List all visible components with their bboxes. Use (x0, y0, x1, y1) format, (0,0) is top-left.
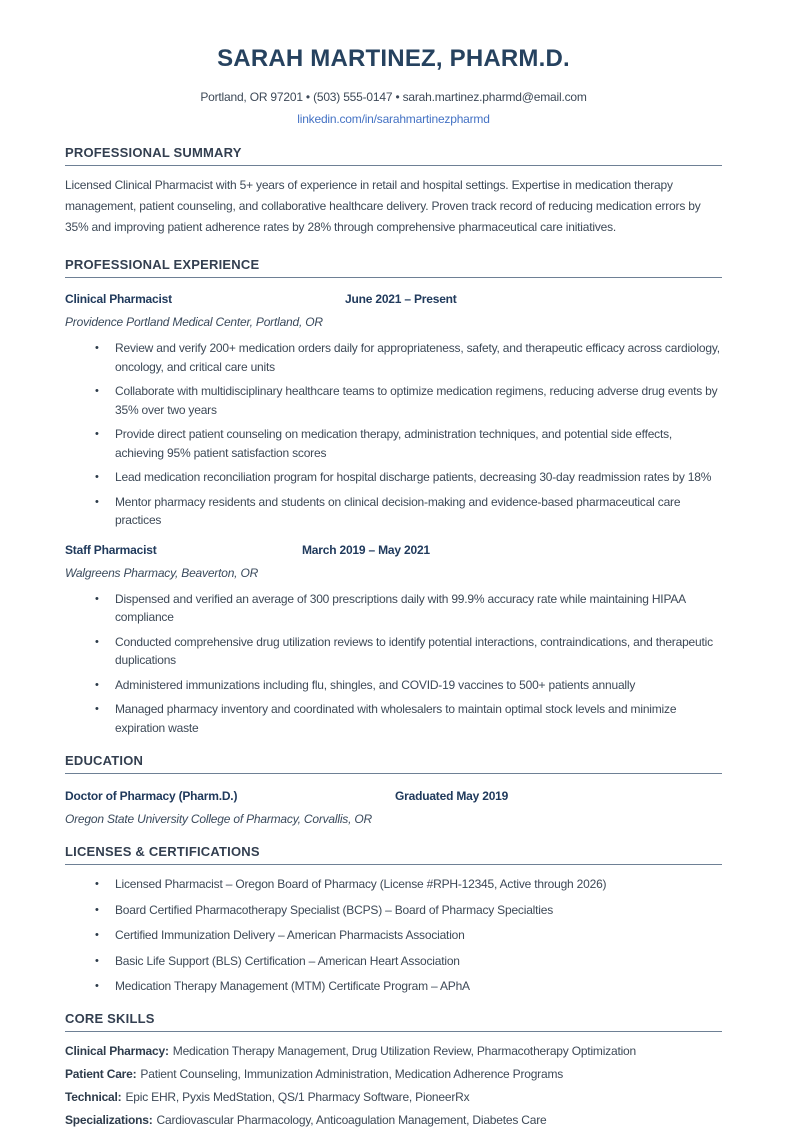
job-bullet (65, 633, 722, 670)
bullet-icon: • (95, 929, 99, 941)
skill-category-label: Clinical Pharmacy: (65, 1043, 169, 1058)
bullet-text: Provide direct patient counseling on medication therapy, administration techniques, and potential side effects, achieving 95% patient satisfaction scores (115, 427, 673, 460)
skill-line (65, 1042, 722, 1060)
section-title-licenses-certifications: LICENSES & CERTIFICATIONS (65, 844, 722, 865)
bullet-text: Collaborate with multidisciplinary healthcare teams to optimize medication regimens, reducing adverse drug events by 35% over two years (115, 384, 718, 417)
bullet-icon: • (95, 428, 99, 440)
section-title-education: EDUCATION (65, 753, 722, 774)
education-entry (65, 788, 722, 827)
skill-category-label: Patient Care: (65, 1066, 137, 1081)
summary-text: Licensed Clinical Pharmacist with 5+ years of experience in retail and hospital settings. Expertise in medication therapy management, patient counseling, and collaborative healthcare delivery. Proven track record of reducing medication errors by 35% and improving patient adherence rates by 28% through comprehensive pharmaceutical care initiatives. (65, 178, 701, 234)
bullet-icon: • (95, 954, 99, 967)
bullet-text: Lead medication reconciliation program for hospital discharge patients, decreasing 30-day readmission rates by 18% (115, 470, 712, 484)
education-dates: Graduated May 2019 (395, 789, 509, 803)
certification-text: Medication Therapy Management (MTM) Certificate Program – APhA (115, 979, 470, 993)
certification-text: Board Certified Pharmacotherapy Specialist (BCPS) – Board of Pharmacy Specialties (115, 902, 554, 917)
skill-line (65, 1111, 722, 1129)
job-role: Staff Pharmacist (65, 542, 157, 557)
bullet-icon: • (95, 703, 99, 715)
job-dates: March 2019 – May 2021 (302, 542, 430, 557)
certification-item (65, 901, 722, 920)
section-title-professional-summary: PROFESSIONAL SUMMARY (65, 145, 722, 166)
education-school: Oregon State University College of Pharmacy, Corvallis, OR (65, 812, 372, 826)
job-bullet (65, 676, 722, 695)
bullet-icon: • (95, 342, 99, 354)
section-title-professional-experience: PROFESSIONAL EXPERIENCE (65, 257, 722, 278)
bullet-icon: • (95, 678, 99, 691)
certification-item (65, 977, 722, 996)
bullet-text: Administered immunizations including flu, shingles, and COVID-19 vaccines to 500+ patients annually (115, 677, 636, 692)
job-entry (65, 291, 722, 530)
bullet-icon: • (95, 980, 99, 992)
section-title-core-skills: CORE SKILLS (65, 1011, 722, 1032)
bullet-text: Managed pharmacy inventory and coordinated with wholesalers to maintain optimal stock levels and minimize expiration waste (115, 702, 677, 735)
job-bullet-list (65, 590, 722, 738)
bullet-icon: • (95, 385, 99, 397)
job-title-row (65, 291, 722, 307)
job-bullet (65, 382, 722, 419)
certification-item (65, 926, 722, 945)
job-bullet (65, 493, 722, 530)
skill-line (65, 1065, 722, 1083)
certification-text: Certified Immunization Delivery – American Pharmacists Association (115, 928, 465, 942)
skill-values: Epic EHR, Pyxis MedStation, QS/1 Pharmacy Software, PioneerRx (125, 1089, 470, 1104)
job-bullet-list (65, 339, 722, 530)
job-dates: June 2021 – Present (345, 292, 457, 306)
bullet-text: Review and verify 200+ medication orders daily for appropriateness, safety, and therapeutic efficacy across cardiology, oncology, and critical care units (115, 341, 720, 374)
job-bullet (65, 590, 722, 627)
bullet-icon: • (95, 592, 99, 605)
skill-values: Patient Counseling, Immunization Administration, Medication Adherence Programs (140, 1066, 564, 1081)
certification-text: Basic Life Support (BLS) Certification – American Heart Association (115, 953, 460, 968)
job-role: Clinical Pharmacist (65, 292, 172, 306)
job-bullet (65, 339, 722, 376)
certification-item (65, 952, 722, 971)
job-bullet (65, 468, 722, 487)
job-company: Walgreens Pharmacy, Beaverton, OR (65, 565, 259, 580)
skill-values: Cardiovascular Pharmacology, Anticoagulation Management, Diabetes Care (156, 1112, 547, 1127)
job-entry (65, 542, 722, 738)
resume-name: SARAH MARTINEZ, PHARM.D. (217, 45, 570, 72)
bullet-icon: • (95, 878, 99, 890)
job-company: Providence Portland Medical Center, Portland, OR (65, 315, 323, 329)
skills-list (65, 1042, 722, 1129)
bullet-text: Mentor pharmacy residents and students on clinical decision-making and evidence-based pharmaceutical care practices (115, 494, 681, 527)
certification-text: Licensed Pharmacist – Oregon Board of Pharmacy (License #RPH-12345, Active through 2026) (115, 877, 607, 891)
contact-info: Portland, OR 97201 • (503) 555-0147 • sarah.martinez.pharmd@email.com (200, 90, 587, 104)
bullet-text: Dispensed and verified an average of 300 prescriptions daily with 99.9% accuracy rate while maintaining HIPAA compliance (115, 591, 686, 624)
bullet-icon: • (95, 495, 99, 508)
skill-category-label: Specializations: (65, 1112, 153, 1127)
bullet-icon: • (95, 903, 99, 916)
bullet-icon: • (95, 471, 99, 483)
certification-item (65, 875, 722, 894)
skill-values: Medication Therapy Management, Drug Utilization Review, Pharmacotherapy Optimization (172, 1043, 636, 1058)
certification-list (65, 875, 722, 996)
job-bullet (65, 700, 722, 737)
education-degree: Doctor of Pharmacy (Pharm.D.) (65, 789, 238, 803)
bullet-icon: • (95, 635, 99, 648)
job-title-row (65, 542, 722, 558)
education-title-row (65, 788, 722, 804)
skill-line (65, 1088, 722, 1106)
job-bullet (65, 425, 722, 462)
skill-category-label: Technical: (65, 1089, 122, 1104)
linkedin-link[interactable]: linkedin.com/in/sarahmartinezpharmd (297, 112, 490, 126)
bullet-text: Conducted comprehensive drug utilization reviews to identify potential interactions, contraindications, and therapeutic duplications (115, 634, 713, 667)
